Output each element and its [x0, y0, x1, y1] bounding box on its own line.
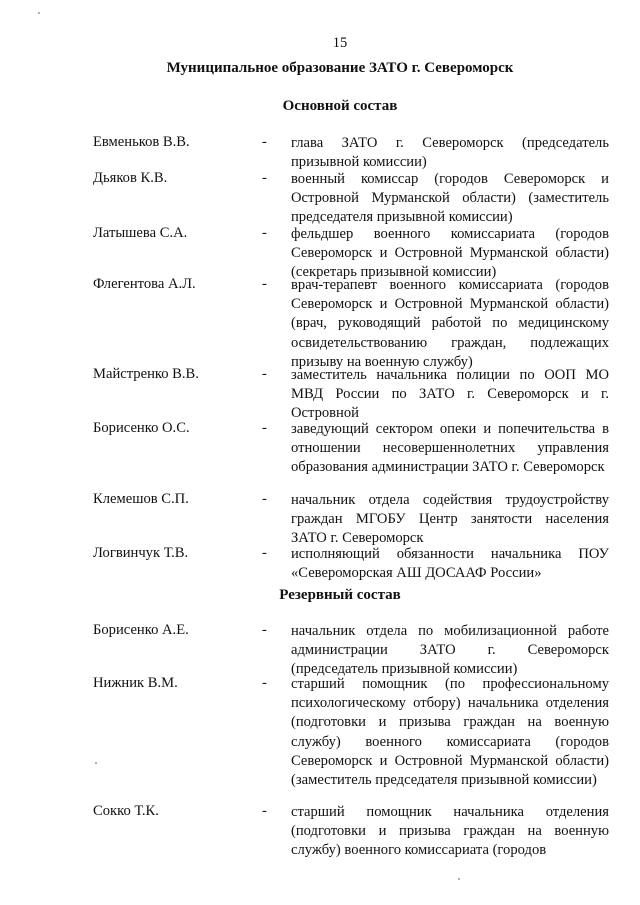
member-role: врач-терапевт военного комиссариата (городов Североморск и Островной Мурманской области) (врач, руководящий работой по медицинскому освидетельствованию граждан, подлежащих призыву на военную службу)	[291, 277, 609, 370]
member-dash: -	[262, 491, 267, 507]
member-name: Дьяков К.В.	[93, 170, 168, 186]
member-entry	[0, 545, 640, 585]
member-dash: -	[262, 276, 267, 292]
member-dash: -	[262, 225, 267, 241]
member-dash: -	[262, 803, 267, 819]
member-entry	[0, 134, 640, 170]
member-dash: -	[262, 675, 267, 691]
member-entry	[0, 491, 640, 545]
member-dash: -	[262, 366, 267, 382]
member-name: Борисенко А.Е.	[93, 622, 189, 638]
member-name: Сокко Т.К.	[93, 803, 159, 819]
member-role: заведующий сектором опеки и попечительства в отношении несовершеннолетних управления образования администрации ЗАТО г. Североморск	[291, 421, 609, 476]
scan-speck	[95, 762, 97, 764]
member-role: исполняющий обязанности начальника ПОУ «Североморская АШ ДОСААФ России»	[291, 546, 609, 582]
member-role: фельдшер военного комиссариата (городов Североморск и Островной Мурманской области) (секретарь призывной комиссии)	[291, 226, 609, 281]
main-composition-title: Основной состав	[282, 98, 398, 114]
member-role: военный комиссар (городов Североморск и Островной Мурманской области) (заместитель председателя призывной комиссии)	[291, 171, 609, 226]
member-role: глава ЗАТО г. Североморск (председатель призывной комиссии)	[291, 135, 609, 171]
reserve-composition-title: Резервный состав	[279, 587, 401, 603]
member-dash: -	[262, 170, 267, 186]
member-dash: -	[262, 545, 267, 561]
member-role: старший помощник начальника отделения (подготовки и призыва граждан на военную службу) военного комиссариата (городов	[291, 804, 609, 859]
member-role: начальник отдела по мобилизационной работе администрации ЗАТО г. Североморск (председатель призывной комиссии)	[291, 623, 609, 678]
member-name: Флегентова А.Л.	[93, 276, 196, 292]
member-name: Нижник В.М.	[93, 675, 178, 691]
member-dash: -	[262, 134, 267, 150]
member-name: Борисенко О.С.	[93, 420, 190, 436]
member-entry	[0, 170, 640, 225]
member-entry	[0, 420, 640, 491]
member-dash: -	[262, 420, 267, 436]
member-entry	[0, 622, 640, 678]
member-entry	[0, 366, 640, 420]
scan-speck	[458, 878, 460, 880]
member-role: заместитель начальника полиции по ООП МО МВД России по ЗАТО г. Североморск и г. Островной	[291, 367, 609, 422]
member-name: Латышева С.А.	[93, 225, 188, 241]
reserve-member-list	[0, 622, 640, 863]
organization-title: Муниципальное образование ЗАТО г. Североморск	[166, 60, 514, 76]
member-name: Логвинчук Т.В.	[93, 545, 189, 561]
member-name: Евменьков В.В.	[93, 134, 190, 150]
member-entry	[0, 803, 640, 863]
member-dash: -	[262, 622, 267, 638]
scan-speck	[38, 12, 40, 14]
main-member-list	[0, 134, 640, 585]
member-entry	[0, 276, 640, 370]
member-name: Майстренко В.В.	[93, 366, 199, 382]
member-entry	[0, 675, 640, 803]
member-role: старший помощник (по профессиональному психологическому отбору) начальника отделения (подготовки и призыва граждан на военную службу) военного комиссариата (городов Североморск и Островной Мурманской области) (заместитель председателя призывной комиссии)	[291, 676, 609, 789]
page-number: 15	[332, 35, 348, 51]
member-entry	[0, 225, 640, 281]
member-role: начальник отдела содействия трудоустройству граждан МГОБУ Центр занятости населения ЗАТО г. Североморск	[291, 492, 609, 547]
member-name: Клемешов С.П.	[93, 491, 189, 507]
